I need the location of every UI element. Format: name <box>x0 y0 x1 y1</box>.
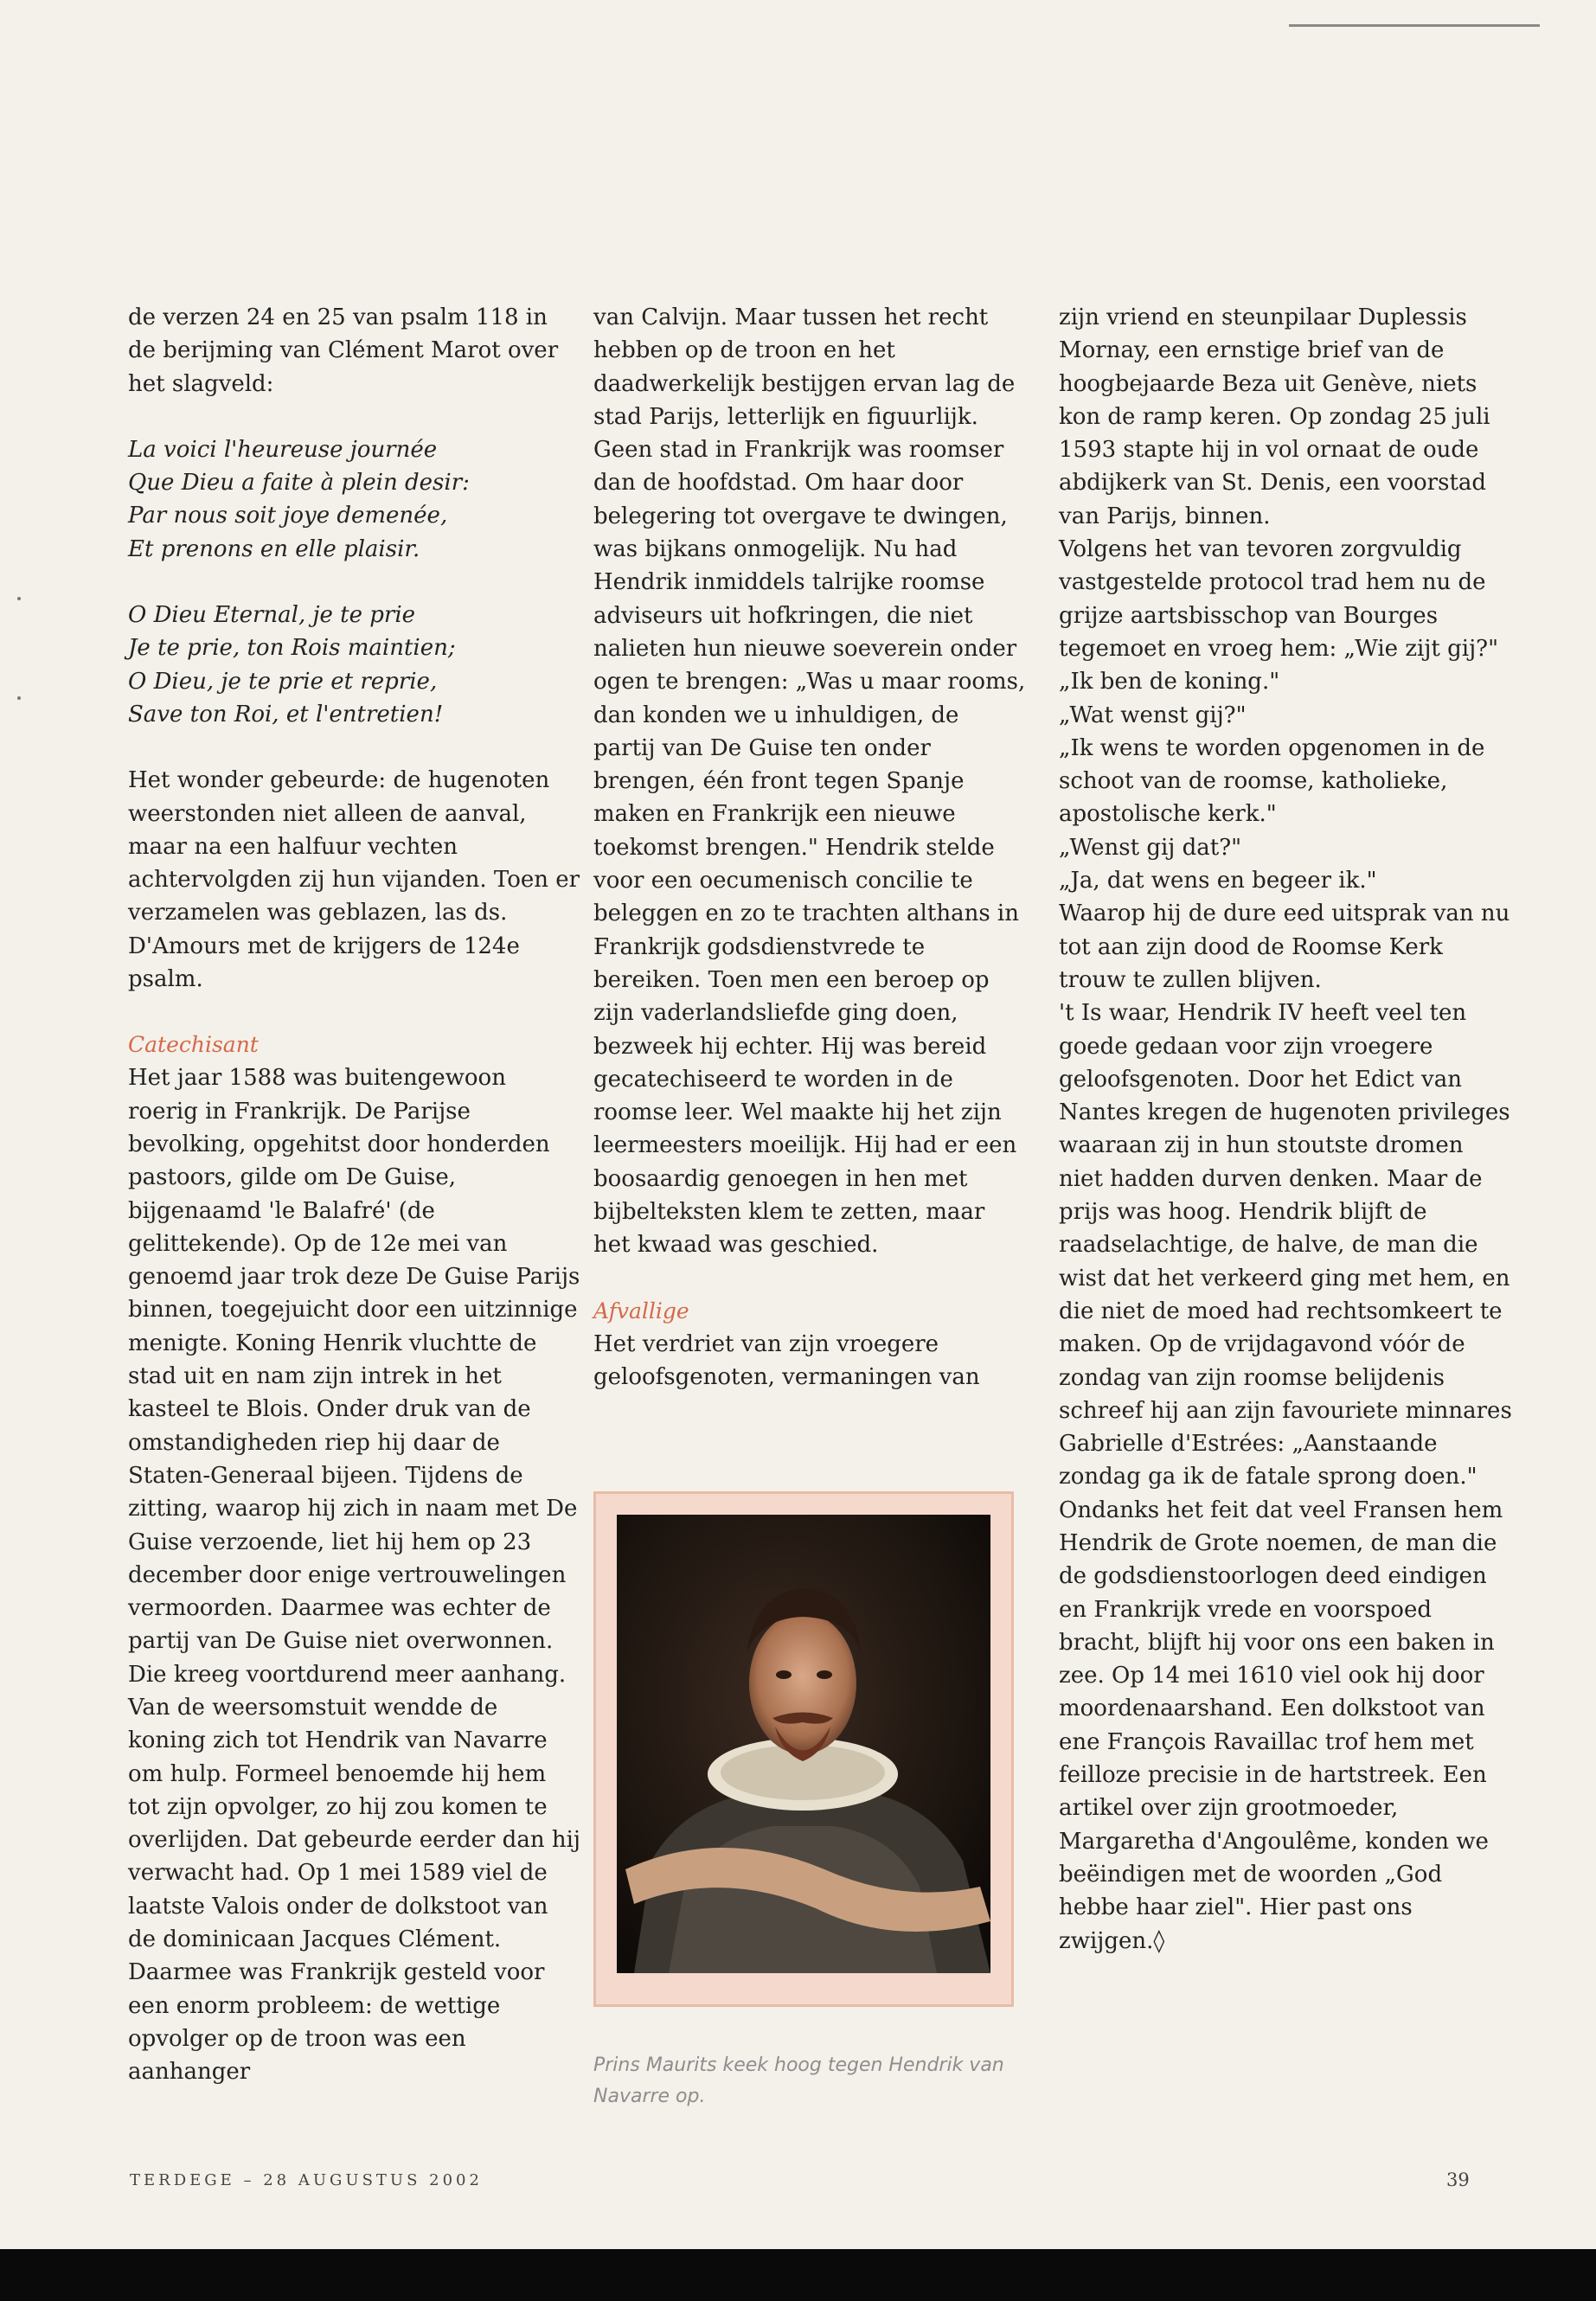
body-paragraph: 't Is waar, Hendrik IV heeft veel ten goede gedaan voor zijn vroegere geloofsgenoten. Door het Edict van Nantes kregen de hugenoten privileges waaraan zij in hun stoutste dromen niet hadden durven denken. Maar de prijs was hoog. Hendrik blijft de raadselachtige, de halve, de man die wist dat het verkeerd ging met hem, en die niet de moed had rechtsomkeert te maken. Op de vrijdagavond vóór de zondag van zijn roomse belijdenis schreef hij aan zijn favouriete minnares Gabrielle d'Estrées: „Aanstaande zondag ga ik de fatale sprong doen." <box>1059 1000 1512 1490</box>
body-paragraph: Waarop hij de dure eed uitsprak van nu tot aan zijn dood de Roomse Kerk trouw te zullen blijven. <box>1059 901 1510 993</box>
article-column-3 <box>1059 301 1513 1958</box>
scan-mark <box>17 696 21 700</box>
portrait-frame <box>593 1491 1014 2007</box>
body-paragraph: Volgens het van tevoren zorgvuldig vastgestelde protocol trad hem nu de grijze aartsbisschop van Bourges tegemoet en vroeg hem: „Wie zijt gij?" <box>1059 536 1499 662</box>
body-paragraph: Het jaar 1588 was buitengewoon roerig in Frankrijk. De Parijse bevolking, opgehitst door honderden pastoors, gilde om De Guise, bijgenaamd 'le Balafré' (de gelittekende). Op de 12e mei van genoemd jaar trok deze De Guise Parijs binnen, toegejuicht door een uitzinnige menigte. Koning Henrik vluchtte de stad uit en nam zijn intrek in het kasteel te Blois. Onder druk van de omstandigheden riep hij daar de Staten-Generaal bijeen. Tijdens de zitting, waarop hij zich in naam met De Guise verzoende, liet hij hem op 23 december door enige vertrouwelingen vermoorden. Daarmee was echter de partij van De Guise niet overwonnen. Die kreeg voortdurend meer aanhang. Van de weersomstuit wendde de koning zich tot Hendrik van Navarre om hulp. Formeel benoemde hij hem tot zijn opvolger, zo hij zou komen te overlijden. Dat gebeurde eerder dan hij verwacht had. Op 1 mei 1589 viel de laatste Valois onder de dolkstoot van de dominicaan Jacques Clément. Daarmee was Frankrijk gesteld voor een enorm probleem: de wettige opvolger op de troon was een aanhanger <box>128 1065 580 2086</box>
portrait-image <box>617 1515 990 1973</box>
body-paragraph: Ondanks het feit dat veel Fransen hem Hendrik de Grote noemen, de man die de godsdienstoorlogen deed eindigen en Frankrijk vrede en voorspoed bracht, blijft hij voor ons een baken in zee. Op 14 mei 1610 viel ook hij door moordenaarshand. Een dolkstoot van ene François Ravaillac trof hem met feilloze precisie in de hartstreek. Een artikel over zijn grootmoeder, Margaretha d'Angoulême, konden we beëindigen met de woorden „God hebbe haar ziel". Hier past ons zwijgen.◊ <box>1059 1497 1503 1954</box>
publication-footer: TERDEGE – 28 AUGUSTUS 2002 <box>130 2171 483 2189</box>
poem-stanza <box>128 599 582 731</box>
poem-line: Et prenons en elle plaisir. <box>128 535 420 562</box>
section-heading-catechisant: Catechisant <box>128 1032 259 1058</box>
dialogue-line: „Ik wens te worden opgenomen in de schoot van de roomse, katholieke, apostolische kerk." <box>1059 734 1485 828</box>
poem-line: Save ton Roi, et l'entretien! <box>128 701 444 727</box>
dialogue-line: „Ik ben de koning." <box>1059 669 1280 695</box>
body-paragraph: Het verdriet van zijn vroegere geloofsgenoten, vermaningen van <box>593 1330 980 1390</box>
photo-caption: Prins Maurits keek hoog tegen Hendrik van Navarre op. <box>593 2054 1004 2107</box>
dialogue-line: „Wenst gij dat?" <box>1059 834 1242 861</box>
top-rule <box>1289 24 1540 27</box>
poem-line: La voici l'heureuse journée <box>128 436 438 463</box>
body-paragraph: zijn vriend en steunpilaar Duplessis Mornay, een ernstige brief van de hoogbejaarde Beza uit Genève, niets kon de ramp keren. Op zondag 25 juli 1593 stapte hij in vol ornaat de oude abdijkerk van St. Denis, een voorstad van Parijs, binnen. <box>1059 304 1490 529</box>
body-paragraph: de verzen 24 en 25 van psalm 118 in de berijming van Clément Marot over het slagveld: <box>128 304 559 397</box>
dialogue-line: „Wat wenst gij?" <box>1059 702 1247 728</box>
section-heading-afvallige: Afvallige <box>593 1298 689 1324</box>
psalm-poem <box>128 433 582 731</box>
scan-bottom-band <box>0 2249 1596 2301</box>
portrait-illustration <box>617 1515 990 1973</box>
poem-line: O Dieu Eternal, je te prie <box>128 602 416 629</box>
body-paragraph: van Calvijn. Maar tussen het recht hebben op de troon en het daadwerkelijk bestijgen ervan lag de stad Parijs, letterlijk en figuurlijk. Geen stad in Frankrijk was roomser dan de hoofdstad. Om haar door belegering tot overgave te dwingen, was bijkans onmogelijk. Nu had Hendrik inmiddels talrijke roomse adviseurs uit hofkringen, die niet nalieten hun nieuwe soeverein onder ogen te brengen: „Was u maar rooms, dan konden we u inhuldigen, de partij van De Guise ten onder brengen, één front tegen Spanje maken en Frankrijk een nieuwe toekomst brengen." Hendrik stelde voor een oecumenisch concilie te beleggen en zo te trachten althans in Frankrijk godsdienstvrede te bereiken. Toen men een beroep op zijn vaderlandsliefde ging doen, bezweek hij echter. Hij was bereid gecatechiseerd te worden in de roomse leer. Wel maakte hij het zijn leermeesters moeilijk. Hij had er een boosaardig genoegen in hen met bijbelteksten klem te zetten, maar het kwaad was geschied. <box>593 304 1026 1259</box>
body-paragraph: Het wonder gebeurde: de hugenoten weerstonden niet alleen de aanval, maar na een halfuur vechten achtervolgden zij hun vijanden. Toen er verzamelen was geblazen, las ds. D'Amours met de krijgers de 124e psalm. <box>128 767 580 993</box>
poem-line: Par nous soit joye demenée, <box>128 503 448 529</box>
scan-mark <box>17 597 21 600</box>
poem-line: O Dieu, je te prie et reprie, <box>128 668 438 695</box>
page-number: 39 <box>1446 2170 1470 2190</box>
article-column-1 <box>128 301 582 2089</box>
dialogue-line: „Ja, dat wens en begeer ik." <box>1059 868 1377 894</box>
poem-stanza <box>128 433 582 566</box>
poem-line: Que Dieu a faite à plein desir: <box>128 470 470 497</box>
poem-line: Je te prie, ton Rois maintien; <box>128 635 456 662</box>
article-column-2 <box>593 301 1026 1394</box>
